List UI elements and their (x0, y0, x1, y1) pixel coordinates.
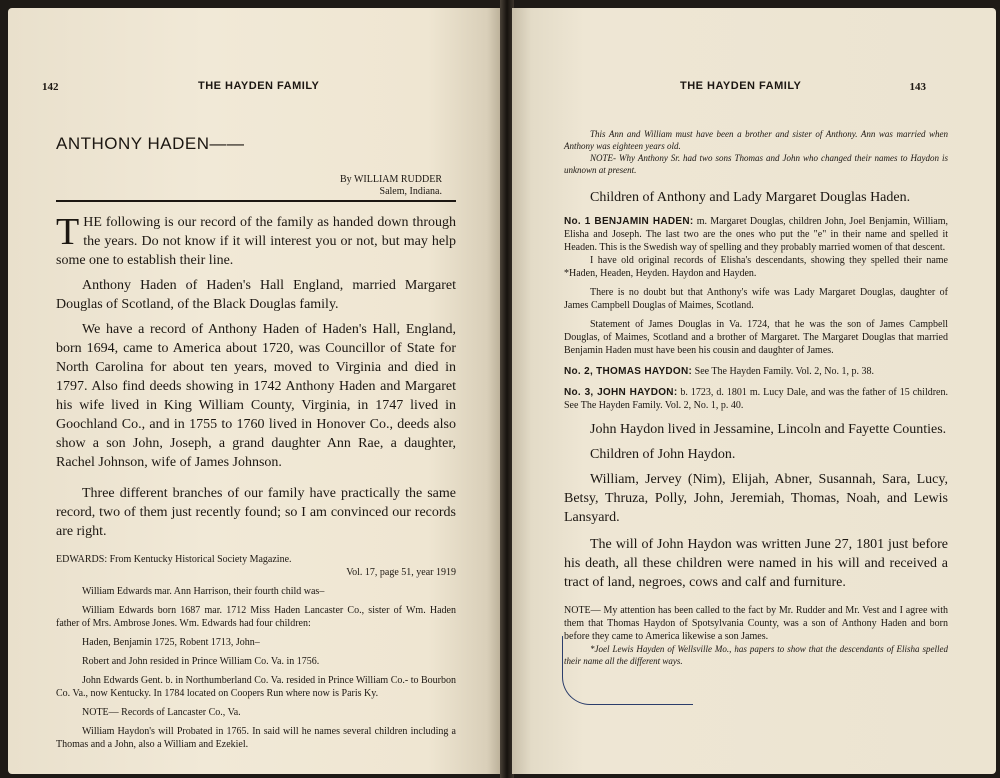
entry-text: m. Margaret Douglas, children John, Joel Benjamin, William, Elisha and Joseph. The last two are the ones who put the "e" in their name and spelled it Headen. This is the Swedish way of spelling and they probably married women of that descent. (564, 216, 949, 253)
note-rudder: NOTE— My attention has been called to the fact by Mr. Rudder and Mr. Vest and I agree with them that Thomas Haydon of Spotsylvania County, was a son of Anthony Haden and born before they came to America likewise a son James. (564, 605, 948, 642)
byline-author: By WILLIAM RUDDER (339, 174, 442, 185)
entry-no2 (564, 365, 948, 378)
byline-place: Salem, Indiana. (379, 186, 442, 197)
entry-no3 (564, 386, 948, 412)
page-number: 142 (42, 81, 59, 93)
right-body (564, 128, 948, 667)
entry-text: b. 1723, d. 1801 m. Lucy Dale, and was the father of 15 children. See The Hayden Family. Vol. 2, No. 1, p. 40. (564, 387, 948, 411)
entry-lead: No. 2, THOMAS HAYDON: (564, 366, 693, 377)
byline (340, 174, 442, 198)
left-body (56, 213, 456, 751)
paragraph: I have old original records of Elisha's descendants, showing they spelled their name *Haden, Headen, Heyden. Haydon and Hayden. (564, 255, 948, 279)
note-line: John Edwards Gent. b. in Northumberland Co. Va. resided in Prince William Co.- to Bourbon Co. Va., now Kentucky. In 1784 located on Coopers Run where now is Paris Ky. (56, 675, 456, 699)
note-line: William Edwards born 1687 mar. 1712 Miss Haden Lancaster Co., sister of Wm. Haden father of Mrs. Ambrose Jones. Wm. Edwards had four children: (56, 605, 456, 629)
note-line: Robert and John resided in Prince William Co. Va. in 1756. (82, 656, 320, 667)
right-page (512, 8, 996, 774)
left-page (8, 8, 502, 774)
edwards-heading: EDWARDS: From Kentucky Historical Society Magazine. (56, 554, 292, 565)
paragraph: Children of John Haydon. (590, 447, 736, 462)
paragraph: Three different branches of our family have practically the same record, two of them just recently found; so I am convinced our records are right. (56, 486, 456, 539)
paragraph: The will of John Haydon was written June 27, 1801 just before his death, all these children were named in his will and received a tract of land, negroes, cows and calf and furniture. (564, 537, 948, 590)
note-line: NOTE— Records of Lancaster Co., Va. (82, 707, 241, 718)
running-head: THE HAYDEN FAMILY (680, 80, 802, 92)
running-head: THE HAYDEN FAMILY (198, 80, 320, 92)
edwards-reference: Vol. 17, page 51, year 1919 (346, 567, 456, 578)
paragraph-intro (56, 213, 456, 270)
drop-cap: T (56, 211, 80, 253)
entry-lead: No. 3, JOHN HAYDON: (564, 387, 678, 398)
italic-note: NOTE- Why Anthony Sr. had two sons Thomas and John who changed their names to Haydon is unknown at present. (564, 153, 948, 175)
title-rule (56, 200, 456, 202)
paragraph: There is no doubt but that Anthony's wife was Lady Margaret Douglas, daughter of James Campbell Douglas of Maimes, Scotland. (564, 287, 948, 311)
paragraph: Anthony Haden of Haden's Hall England, married Margaret Douglas of Scotland, of the Black Douglas family. (56, 278, 456, 312)
footnote: *Joel Lewis Hayden of Wellsville Mo., has papers to show that the descendants of Elisha spelled their name all the different ways. (564, 644, 948, 666)
entry-lead: No. 1 BENJAMIN HADEN: (564, 216, 694, 227)
paragraph: William, Jervey (Nim), Elijah, Abner, Susannah, Sara, Lucy, Betsy, Thruza, Polly, John, Jeremiah, Thomas, Noah, and Lewis Lansyard. (564, 472, 948, 525)
entry-text: See The Hayden Family. Vol. 2, No. 1, p. 38. (692, 366, 875, 377)
note-line: Haden, Benjamin 1725, Robent 1713, John– (82, 637, 260, 648)
paragraph: Statement of James Douglas in Va. 1724, that he was the son of James Campbell Douglas, of Maimes, Scotland and a brother of Margaret. The Margaret Douglas that married Benjamin Haden must have been his cousin and daughter of James. (564, 319, 948, 356)
note-line: William Edwards mar. Ann Harrison, their fourth child was– (82, 586, 325, 597)
note-line: William Haydon's will Probated in 1765. In said will he names several children including a Thomas and a John, also a William and Ezekiel. (56, 726, 456, 750)
italic-note: This Ann and William must have been a brother and sister of Anthony. Ann was married when Anthony was eighteen years old. (564, 129, 948, 151)
children-heading: Children of Anthony and Lady Margaret Douglas Haden. (590, 190, 911, 205)
entry-no1 (564, 215, 948, 254)
intro-text: HE following is our record of the family as handed down through the years. Do not know if it will interest you or not, but may help some one to establish their line. (56, 215, 456, 268)
paragraph: John Haydon lived in Jessamine, Lincoln and Fayette Counties. (590, 422, 947, 437)
pen-mark (562, 636, 693, 705)
paragraph: We have a record of Anthony Haden of Haden's Hall, England, born 1694, came to America about 1720, was Councillor of State for North Carolina for about ten years, moved to Virginia and died in 1797. Also find deeds showing in 1742 Anthony Haden and Margaret his wife lived in King William County, Virginia, in 1747 lived in Goochland Co., and in 1755 to 1760 lived in Honover Co., deeds also show a son John, Joseph, a grand daughter Ann Rae, a daughter, Rachel Johnson, wife of James Johnson. (56, 322, 456, 470)
page-number: 143 (909, 81, 926, 93)
chapter-title: ANTHONY HADEN—— (56, 134, 245, 153)
